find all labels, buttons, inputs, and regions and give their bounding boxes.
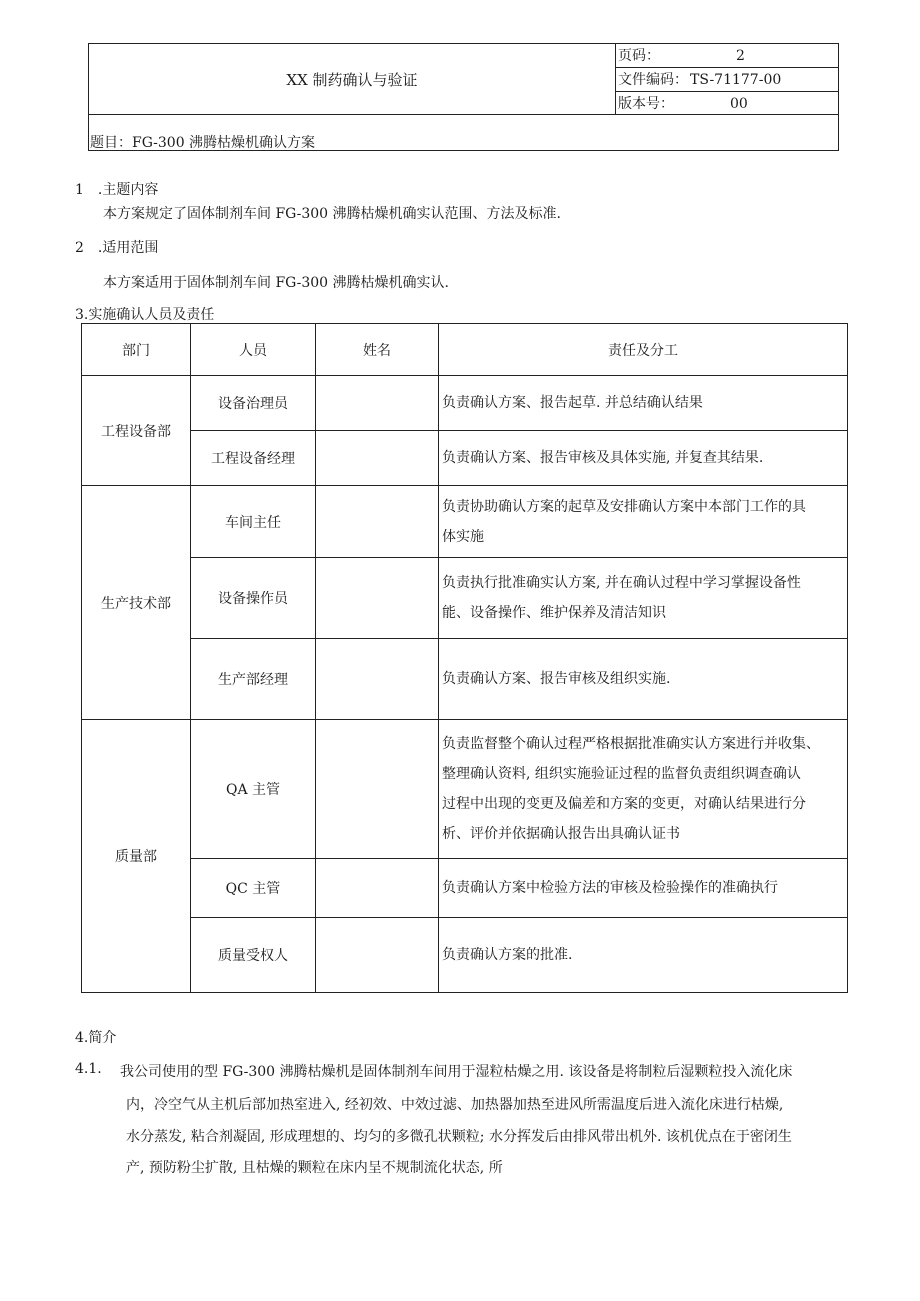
department-cell: 工程设备部: [82, 376, 191, 486]
table-row: [82, 376, 848, 431]
duty-line: 负责确认方案、报告审核及具体实施, 并复查其结果.: [442, 450, 764, 466]
section-3-title: 3.实施确认人员及责任: [75, 307, 215, 323]
intro-line: 我公司使用的型 FG-300 沸腾枯燥机是固体制剂车间用于湿粒枯燥之用. 该设备是将制粒后湿颗粒投入流化床: [120, 1064, 793, 1080]
name-cell: [316, 431, 439, 486]
column-header: 责任及分工: [439, 324, 848, 376]
column-header: 人员: [191, 324, 316, 376]
table-row: [82, 486, 848, 558]
duty-line: 负责协助确认方案的起草及安排确认方案中本部门工作的具: [442, 498, 806, 515]
page-number-cell: [618, 44, 838, 68]
duty-cell: [439, 486, 848, 558]
person-cell: 质量受权人: [191, 918, 316, 993]
table-row: [82, 918, 848, 993]
person-cell: 生产部经理: [191, 639, 316, 720]
name-cell: [316, 859, 439, 918]
column-header: 部门: [82, 324, 191, 376]
document-number-value: TS-71177-00: [690, 72, 782, 88]
person-cell: 车间主任: [191, 486, 316, 558]
duty-cell: [439, 431, 848, 486]
person-cell: QA 主管: [191, 720, 316, 859]
duty-line: 体实施: [442, 528, 484, 545]
duty-line: 整理确认资料, 组织实施验证过程的监督负责组织调查确认: [442, 766, 801, 782]
page-number-label: 页码：: [618, 48, 660, 64]
duty-cell: [439, 376, 848, 431]
company-title: XX 制药确认与验证: [286, 70, 418, 89]
column-header: 姓名: [316, 324, 439, 376]
name-cell: [316, 558, 439, 639]
intro-line: 内，冷空气从主机后部加热室进入, 经初效、中效过滤、加热器加热至进风所需温度后进入流化床进行枯燥,: [126, 1097, 784, 1113]
table-row: [82, 720, 848, 859]
table-header-row: [82, 324, 848, 376]
section-2-title: 2 .适用范围: [75, 240, 159, 256]
document-number-label: 文件编码：: [618, 72, 688, 88]
table-row: [82, 639, 848, 720]
duty-cell: [439, 720, 848, 859]
name-cell: [316, 486, 439, 558]
table-row: [82, 431, 848, 486]
intro-line: 水分蒸发, 粘合剂凝固, 形成理想的、均匀的多微孔状颗粒; 水分挥发后由排风带出机外. 该机优点在于密闭生: [126, 1129, 792, 1145]
section-2-body: 本方案适用于固体制剂车间 FG-300 沸腾枯燥机确实认.: [103, 275, 449, 291]
page-number-value: 2: [736, 48, 745, 64]
version-label: 版本号：: [618, 96, 674, 112]
name-cell: [316, 918, 439, 993]
section-1-body: 本方案规定了固体制剂车间 FG-300 沸腾枯燥机确实认范围、方法及标准.: [103, 206, 561, 222]
duty-line: 负责确认方案的批准.: [442, 947, 573, 963]
table-row: [82, 859, 848, 918]
table-row: [82, 558, 848, 639]
duty-cell: [439, 918, 848, 993]
duty-line: 过程中出现的变更及偏差和方案的变更，对确认结果进行分: [442, 796, 806, 812]
section-4-title: 4.简介: [75, 1030, 117, 1046]
person-cell: 工程设备经理: [191, 431, 316, 486]
document-number-cell: [618, 68, 838, 92]
section-4-1-number: 4.1.: [75, 1061, 102, 1077]
person-cell: 设备操作员: [191, 558, 316, 639]
name-cell: [316, 376, 439, 431]
duty-line: 析、评价并依据确认报告出具确认证书: [442, 826, 680, 842]
person-cell: 设备治理员: [191, 376, 316, 431]
duty-line: 负责确认方案、报告起草. 并总结确认结果: [442, 395, 703, 411]
duty-cell: [439, 639, 848, 720]
version-value: 00: [730, 96, 748, 112]
department-cell: 生产技术部: [82, 486, 191, 720]
duty-line: 负责监督整个确认过程严格根据批准确实认方案进行并收集、: [442, 736, 820, 752]
section-1-title: 1 .主题内容: [75, 182, 159, 198]
responsibility-table: [81, 323, 848, 993]
intro-line: 产, 预防粉尘扩散, 且枯燥的颗粒在床内呈不规制流化状态, 所: [126, 1160, 503, 1176]
version-cell: [618, 92, 838, 116]
duty-cell: [439, 859, 848, 918]
duty-line: 能、设备操作、维护保养及清洁知识: [442, 605, 666, 621]
person-cell: QC 主管: [191, 859, 316, 918]
name-cell: [316, 720, 439, 859]
document-subject: 题目：FG-300 沸腾枯燥机确认方案: [90, 135, 316, 151]
duty-cell: [439, 558, 848, 639]
duty-line: 负责执行批准确实认方案, 并在确认过程中学习掌握设备性: [442, 575, 801, 591]
duty-line: 负责确认方案、报告审核及组织实施.: [442, 671, 671, 687]
department-cell: 质量部: [82, 720, 191, 993]
duty-line: 负责确认方案中检验方法的审核及检验操作的准确执行: [442, 880, 778, 896]
name-cell: [316, 639, 439, 720]
